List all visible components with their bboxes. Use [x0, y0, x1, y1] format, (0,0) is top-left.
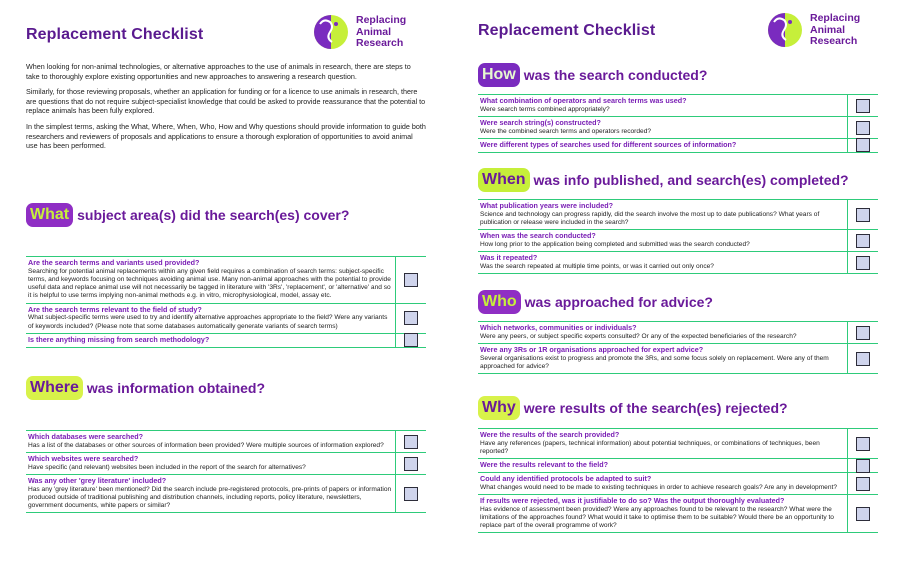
checkbox[interactable] [856, 121, 870, 135]
question-row: Which databases were searched? Has a list of the databases or other sources of information been provided? Were multiple sources of information explored? [26, 431, 426, 453]
question-row: Were any 3Rs or 1R organisations approached for expert advice? Several organisations exist to progress and promote the 3Rs, and some focus solely on replacement. Were any of them approached for advice? [478, 344, 878, 374]
section-why-heading: Why were results of the search(es) rejected? [478, 396, 788, 420]
section-when-heading: When was info published, and search(es) completed? [478, 168, 849, 192]
checkbox[interactable] [856, 507, 870, 521]
question-row: If results were rejected, was it justifiable to do so? Was the output thoroughly evaluated? Has evidence of assessment been provided? Were any approaches found to be relevant to the research? What were the limitations of the approaches found? What would it take to optimise them to be suitable? Would there be an opportunity to replace part of the overall programme of work? [478, 495, 878, 533]
checkbox[interactable] [856, 459, 870, 473]
question-row: What publication years were included? Science and technology can progress rapidly, did the search involve the most up to date publications? What years of publication or release were included in the search? [478, 200, 878, 230]
question-row: Are the search terms relevant to the field of study? What subject-specific terms were used to try and identify alternative approaches appropriate to the field? Were any variants of keywords included? (Please note that some databases automatically generate variants of search terms) [26, 304, 426, 334]
why-tag: Why [478, 396, 520, 420]
rar-logo [764, 8, 884, 52]
how-tag: How [478, 63, 520, 87]
section-where-heading: Where was information obtained? [26, 376, 265, 400]
question-row: When was the search conducted? How long prior to the application being completed and submitted was the search conducted? [478, 230, 878, 252]
what-tag: What [26, 203, 73, 227]
question-row: Were the results relevant to the field? [478, 459, 878, 473]
question-row: Was any other 'grey literature' included? Has any 'grey literature' been mentioned? Did the search include pre-registered protocols, pre-prints of papers or information produced outside of traditional publishing and distribution channels, including reports, policy literature, newsletters, government documents, white papers or similar? [26, 475, 426, 513]
intro-text: When looking for non-animal technologies, or alternative approaches to the use of animals in research, there are steps to take to thoroughly explore existing opportunities and new approaches to answering a research question. Similarly, for those reviewing proposals, whether an application for funding or for a licence to use animals in research, there are questions that do not require subject-specialist knowledge that could be asked to provide reassurance that the potential to replace animals has been fully explored. In the simplest terms, asking the What, Where, When, Who, How and Why questions should provide information to guide both researchers and reviewers of proposals and applications to ensure a thorough exploration of opportunities to avoid animal use has been performed. [26, 62, 426, 151]
checkbox[interactable] [856, 99, 870, 113]
logo-text: Replacing Animal Research [356, 14, 407, 49]
page-title: Replacement Checklist [478, 22, 656, 39]
question-row: Was it repeated? Was the search repeated at multiple time points, or was it carried out only once? [478, 252, 878, 274]
checkbox[interactable] [856, 208, 870, 222]
where-questions [26, 430, 426, 513]
checkbox[interactable] [404, 487, 418, 501]
checkbox[interactable] [404, 435, 418, 449]
section-who-heading: Who was approached for advice? [478, 290, 713, 314]
checkbox[interactable] [404, 311, 418, 325]
question-row: Were different types of searches used for different sources of information? [478, 139, 878, 153]
question-row: Were search string(s) constructed? Were the combined search terms and operators recorded? [478, 117, 878, 139]
question-row: Could any identified protocols be adapted to suit? What changes would need to be made to existing techniques in order to achieve research goals? Are any in development? [478, 473, 878, 495]
how-questions [478, 94, 878, 153]
checkbox[interactable] [404, 333, 418, 347]
why-questions [478, 428, 878, 533]
checkbox[interactable] [856, 326, 870, 340]
logo-icon [310, 10, 352, 52]
where-tag: Where [26, 376, 83, 400]
question-row: Are the search terms and variants used provided? Searching for potential animal replacements within any given field requires a combination of search terms: subject-specific terms, and keywords focusing on techniques avoiding animal use. Many non-animal approaches with the potential to provide useful data and replace animal use will not necessarily be tagged in literature with '3Rs', 'replacement', or 'alternative' and so it is helpful to use terms implying non-animal methods e.g. in vitro, microphysiological, model, assay etc. [26, 257, 426, 304]
when-tag: When [478, 168, 530, 192]
when-questions [478, 199, 878, 274]
logo-text: Replacing Animal Research [810, 12, 861, 47]
checkbox[interactable] [856, 477, 870, 491]
what-questions [26, 256, 426, 348]
who-questions [478, 321, 878, 374]
checkbox[interactable] [856, 352, 870, 366]
who-tag: Who [478, 290, 521, 314]
page-title: Replacement Checklist [26, 26, 204, 43]
question-row: Were the results of the search provided? Have any references (papers, technical information) about potential techniques, or combinations of techniques, been reported? [478, 429, 878, 459]
question-row: Which websites were searched? Have specific (and relevant) websites been included in the report of the search for alternatives? [26, 453, 426, 475]
logo-icon [764, 8, 806, 50]
checkbox[interactable] [404, 273, 418, 287]
section-how-heading: How was the search conducted? [478, 63, 707, 87]
rar-logo [310, 10, 430, 54]
section-what-heading: What subject area(s) did the search(es) cover? [26, 203, 349, 227]
checkbox[interactable] [856, 256, 870, 270]
question-row: What combination of operators and search terms was used? Were search terms combined appropriately? [478, 95, 878, 117]
checkbox[interactable] [404, 457, 418, 471]
checkbox[interactable] [856, 437, 870, 451]
checkbox[interactable] [856, 138, 870, 152]
question-row: Is there anything missing from search methodology? [26, 334, 426, 348]
checkbox[interactable] [856, 234, 870, 248]
question-row: Which networks, communities or individuals? Were any peers, or subject specific experts consulted? Or any of the expected beneficiaries of the research? [478, 322, 878, 344]
right-page [452, 0, 904, 561]
